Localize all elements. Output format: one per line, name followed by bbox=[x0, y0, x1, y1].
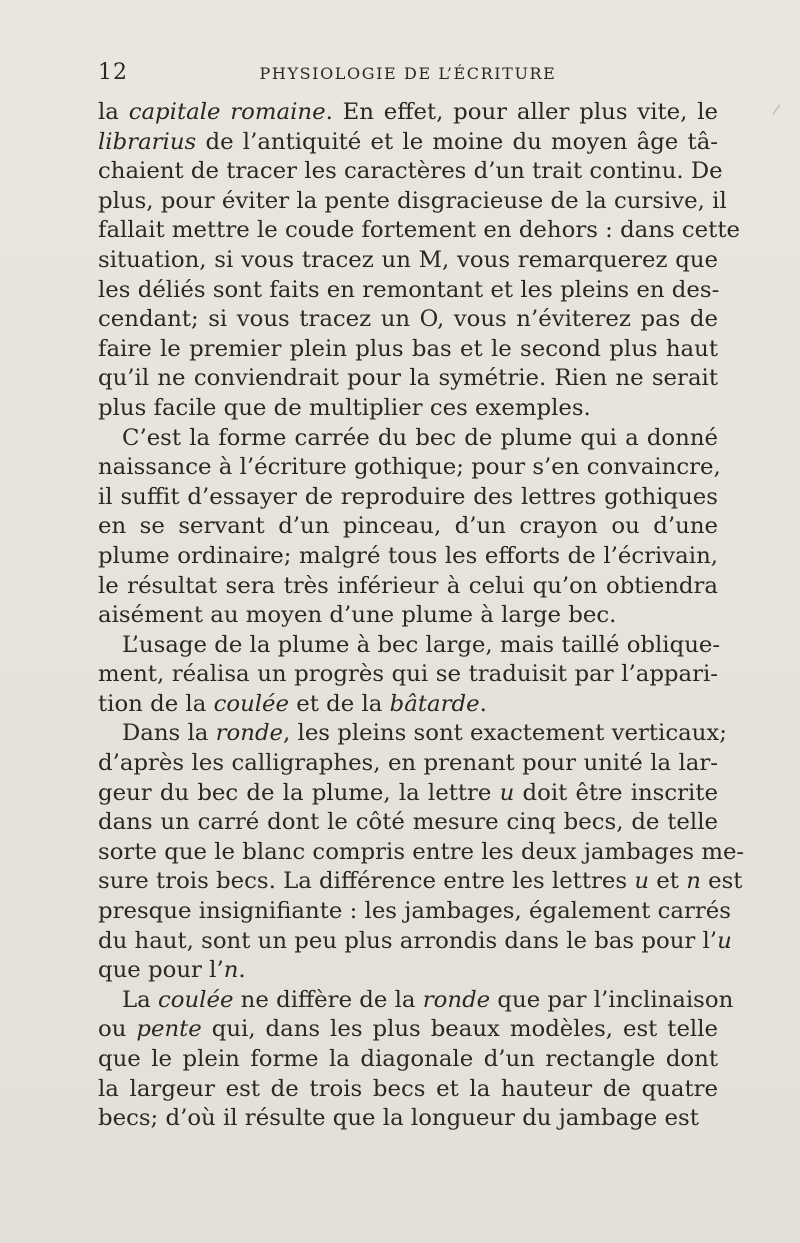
text-run: situation, si vous tracez un M, vous remarquerez que bbox=[98, 246, 718, 273]
italic-term: coulée bbox=[213, 690, 290, 717]
text-run: sorte que le blanc compris entre les deux jambages me- bbox=[98, 838, 745, 865]
text-line bbox=[98, 246, 718, 276]
text-run: les déliés sont faits en remontant et les pleins en des- bbox=[98, 276, 720, 303]
margin-mark bbox=[772, 105, 786, 120]
text-line bbox=[98, 453, 721, 483]
text-run: et de la bbox=[289, 690, 390, 717]
text-run: cendant; si vous tracez un O, vous n’éviterez pas de bbox=[98, 306, 718, 333]
text-run: naissance à l’écriture gothique; pour s’en convaincre, bbox=[98, 454, 721, 481]
text-line bbox=[98, 572, 718, 602]
text-run: d’après les calligraphes, en prenant pour unité la lar- bbox=[98, 750, 718, 777]
italic-term: ronde bbox=[215, 720, 284, 747]
text-run: que par l’inclinaison bbox=[490, 986, 734, 1013]
italic-term: n bbox=[686, 868, 701, 895]
italic-term: n bbox=[223, 957, 239, 984]
text-run: C’est la forme carrée du bec de plume qui a donné bbox=[122, 424, 718, 451]
text-line bbox=[98, 98, 718, 128]
text-line bbox=[98, 660, 718, 690]
text-run: sure trois becs. La différence entre les lettres bbox=[98, 868, 635, 895]
text-run: plus facile que de multiplier ces exemples. bbox=[98, 394, 591, 421]
text-run: plume ordinaire; malgré tous les efforts de l’écrivain, bbox=[98, 542, 718, 569]
text-run: doit être inscrite bbox=[514, 779, 718, 806]
text-line bbox=[98, 631, 721, 661]
text-run: la largeur est de trois becs et la hauteur de quatre bbox=[98, 1075, 718, 1102]
text-run: L’usage de la plume à bec large, mais taillé oblique- bbox=[122, 631, 721, 658]
text-line bbox=[98, 394, 718, 424]
running-head bbox=[98, 60, 718, 94]
text-run: qui, dans les plus beaux modèles, est telle bbox=[201, 1016, 719, 1043]
text-line bbox=[98, 690, 718, 720]
text-run: fallait mettre le coude fortement en dehors : dans cette bbox=[98, 217, 740, 244]
text-run: du haut, sont un peu plus arrondis dans le bas pour l’ bbox=[98, 927, 718, 954]
text-line bbox=[98, 187, 727, 217]
text-line bbox=[98, 1015, 718, 1045]
text-line bbox=[98, 157, 723, 187]
text-run: La bbox=[122, 986, 158, 1013]
running-title: PHYSIOLOGIE DE L’ÉCRITURE bbox=[259, 64, 557, 83]
text-run: qu’il ne conviendrait pour la symétrie. Rien ne serait bbox=[98, 365, 718, 392]
text-run: que pour l’ bbox=[98, 957, 224, 984]
text-line bbox=[98, 512, 718, 542]
text-line bbox=[98, 483, 718, 513]
text-line bbox=[98, 749, 718, 779]
text-line bbox=[98, 1104, 718, 1134]
text-line bbox=[98, 1045, 718, 1075]
text-run: ment, réalisa un progrès qui se traduisit par l’appari- bbox=[98, 661, 718, 688]
text-run: ou bbox=[98, 1016, 137, 1043]
text-run: . bbox=[238, 957, 246, 984]
text-run: chaient de tracer les caractères d’un trait continu. De bbox=[98, 158, 723, 185]
text-line bbox=[98, 364, 718, 394]
text-run: geur du bec de la plume, la lettre bbox=[98, 779, 500, 806]
text-run: et bbox=[649, 868, 687, 895]
text-run: que le plein forme la diagonale d’un rectangle dont bbox=[98, 1046, 718, 1072]
text-line bbox=[98, 305, 718, 335]
italic-term: pente bbox=[136, 1016, 202, 1043]
text-run: la bbox=[98, 99, 129, 125]
italic-term: u bbox=[499, 779, 515, 806]
text-run: . En effet, pour aller plus vite, le bbox=[325, 99, 718, 125]
text-run: dans un carré dont le côté mesure cinq becs, de telle bbox=[98, 809, 718, 836]
text-line bbox=[98, 335, 718, 365]
text-run: en se servant d’un pinceau, d’un crayon ou d’une bbox=[98, 513, 718, 540]
text-line bbox=[98, 808, 718, 838]
text-line bbox=[98, 1075, 718, 1105]
text-line bbox=[98, 424, 718, 454]
text-run: le résultat sera très inférieur à celui qu’on obtiendra bbox=[98, 572, 718, 599]
text-run: presque insignifiante : les jambages, également carrés bbox=[98, 898, 731, 925]
text-run: becs; d’où il résulte que la longueur du jambage est bbox=[98, 1105, 699, 1132]
text-run: . bbox=[479, 690, 487, 717]
text-line bbox=[98, 867, 743, 897]
text-run: ne diffère de la bbox=[233, 986, 423, 1013]
text-line bbox=[98, 986, 734, 1016]
text-run: , les pleins sont exactement verticaux; bbox=[283, 720, 727, 747]
italic-term: u bbox=[634, 868, 650, 895]
text-line bbox=[98, 601, 718, 631]
text-line bbox=[98, 276, 718, 306]
text-line bbox=[98, 897, 731, 927]
text-run: de l’antiquité et le moine du moyen âge tâ- bbox=[196, 128, 718, 155]
text-line bbox=[98, 216, 740, 246]
text-run: Dans la bbox=[122, 720, 216, 747]
text-run: tion de la bbox=[98, 690, 214, 717]
italic-term: librarius bbox=[98, 128, 197, 155]
italic-term: ronde bbox=[422, 986, 491, 1013]
text-line bbox=[98, 779, 718, 809]
text-run: aisément au moyen d’une plume à large bec. bbox=[98, 602, 617, 629]
italic-term: bâtarde bbox=[389, 690, 480, 717]
page-number: 12 bbox=[98, 60, 128, 85]
body-text bbox=[98, 98, 745, 1134]
italic-term: u bbox=[717, 927, 732, 954]
text-run: plus, pour éviter la pente disgracieuse de la cursive, il bbox=[98, 187, 727, 214]
text-run: il suffit d’essayer de reproduire des lettres gothiques bbox=[98, 483, 718, 510]
text-line bbox=[98, 719, 727, 749]
text-line bbox=[98, 956, 718, 986]
text-run: faire le premier plein plus bas et le second plus haut bbox=[98, 335, 718, 362]
text-line bbox=[98, 927, 732, 957]
text-line bbox=[98, 542, 718, 572]
italic-term: coulée bbox=[157, 986, 234, 1013]
text-line bbox=[98, 128, 718, 158]
text-line bbox=[98, 838, 745, 868]
text-run: est bbox=[700, 868, 743, 895]
italic-term: capitale romaine bbox=[128, 99, 326, 125]
